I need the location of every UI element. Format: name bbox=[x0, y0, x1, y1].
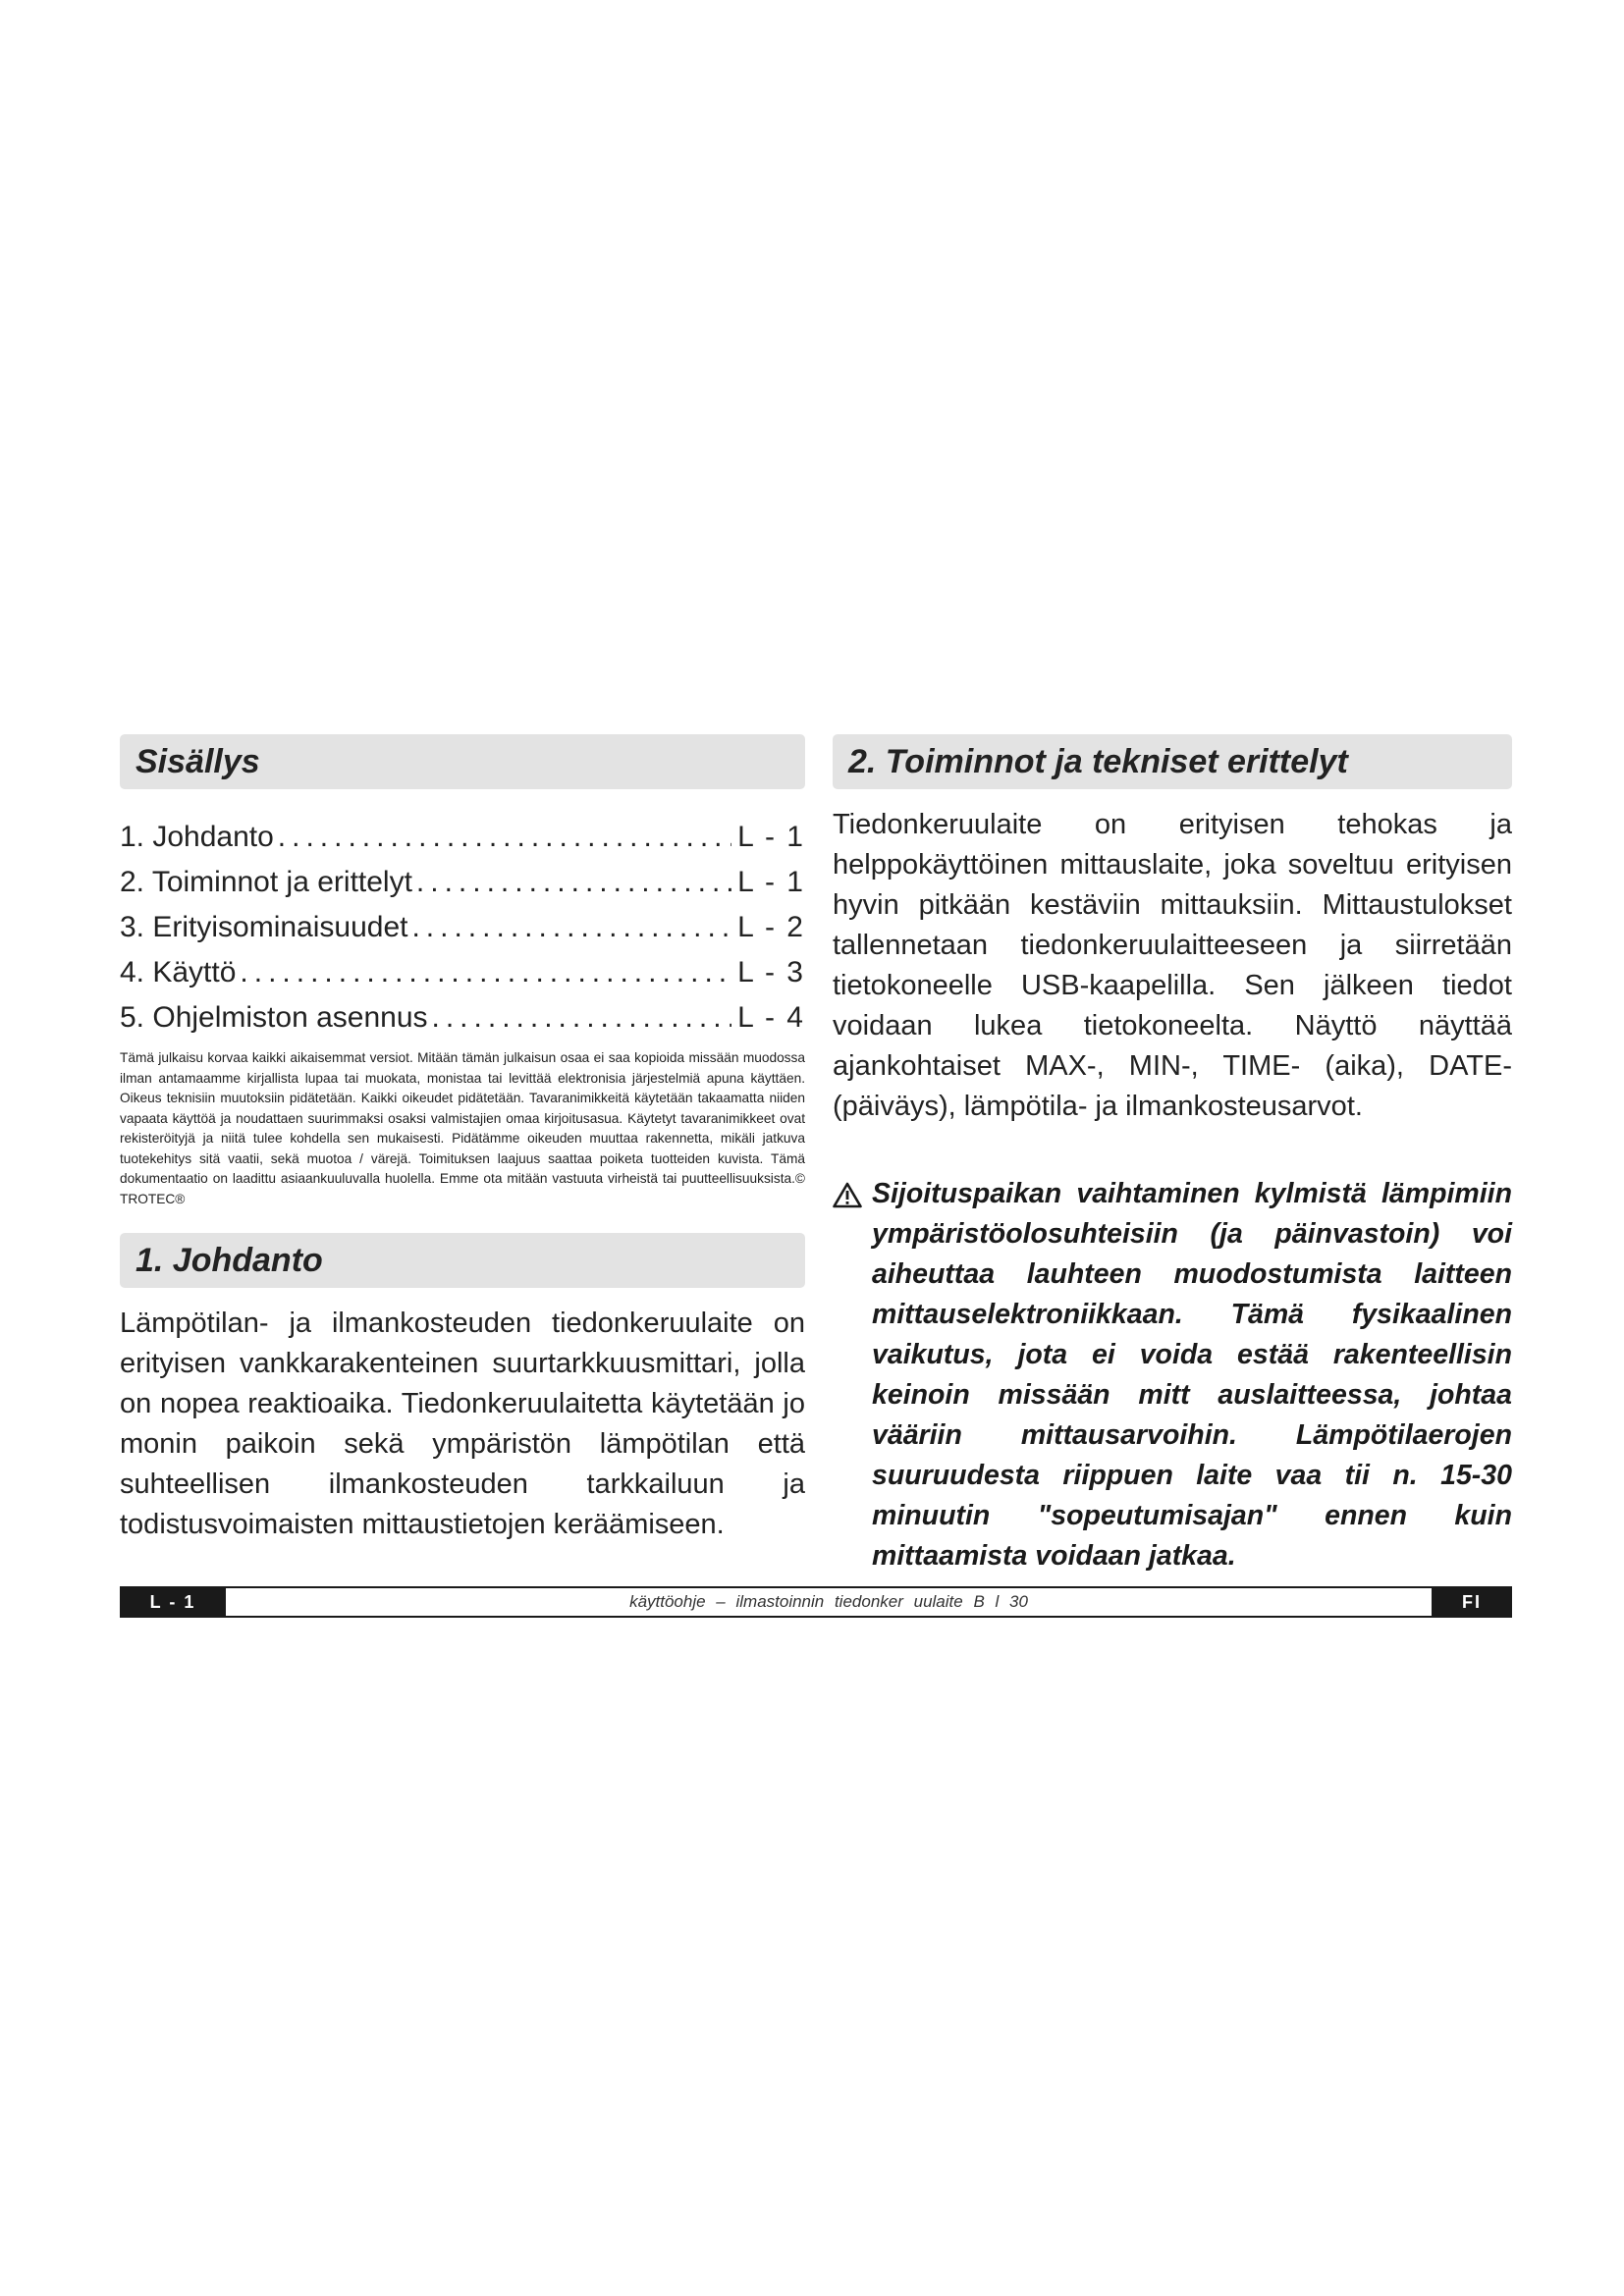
toc-item[interactable] bbox=[120, 815, 805, 860]
legal-notice: Tämä julkaisu korvaa kaikki aikaisemmat versiot. Mitään tämän julkaisun osaa ei saa kopioida missään muodossa ilman antamaamme kirjallista lupaa tai muokata, monistaa tai levittää elektronisia järjestelmiä apuna käyttäen. Oikeus teknisiin muutoksiin pidätetään. Kaikki oikeudet pidätetään. Tavaranimikkeitä käytetään takaamatta niiden vapaata käyttöä ja noudattaen suurimmaksi osaksi valmistajien omaa kirjoitusasua. Käytetyt tavaranimikkeet ovat rekisteröityjä ja niitä tulee kohdella sen mukaisesti. Pidätämme oikeuden muuttaa rakennetta, mikäli jatkuva tuotekehitys sitä vaatii, sekä muotoa / värejä. Toimituksen laajuus saattaa poiketa tuotteiden kuvista. Tämä dokumentaatio on laadittu asiaankuuluvalla huolella. Emme ota mitään vastuuta virheistä tai puutteellisuuksista.© TROTEC® bbox=[120, 1050, 805, 1206]
right-column bbox=[833, 734, 1512, 1576]
toc-item-page: L - 2 bbox=[737, 911, 805, 943]
footer-page-number: L - 1 bbox=[120, 1586, 226, 1618]
toc-item[interactable] bbox=[120, 950, 805, 995]
table-of-contents bbox=[120, 815, 805, 1041]
warning-triangle-icon bbox=[833, 1174, 872, 1576]
toc-item-page: L - 1 bbox=[737, 821, 805, 853]
toc-leader-dots bbox=[240, 950, 731, 995]
toc-leader-dots bbox=[278, 815, 731, 860]
toc-item-page: L - 4 bbox=[737, 1001, 805, 1034]
toc-leader-dots bbox=[411, 905, 731, 950]
functions-heading: 2. Toiminnot ja tekniset erittelyt bbox=[833, 734, 1512, 789]
footer-title: käyttöohje – ilmastoinnin tiedonker uulaite B l 30 bbox=[226, 1586, 1432, 1618]
toc-item[interactable] bbox=[120, 995, 805, 1041]
toc-item-label: 2. Toiminnot ja erittelyt bbox=[120, 866, 412, 898]
toc-item-page: L - 3 bbox=[737, 956, 805, 988]
toc-item-label: 5. Ohjelmiston asennus bbox=[120, 1001, 428, 1034]
warning-text: Sijoituspaikan vaihtaminen kylmistä lämpimiin ympäristöolosuhteisiin (ja päinvastoin) voi aiheuttaa lauhteen muodostumista laitteen mittauselektroniikkaan. Tämä fysikaalinen vaikutus, jota ei voida estää rakenteellisin keinoin missään mitt auslaitteessa, johtaa vääriin mittausarvoihin. Lämpötilaerojen suuruudesta riippuen laite vaa tii n. 15-30 minuutin "sopeutumisajan" ennen kuin mittaamista voidaan jatkaa. bbox=[872, 1178, 1512, 1572]
toc-leader-dots bbox=[432, 995, 732, 1041]
toc-leader-dots bbox=[416, 860, 731, 905]
toc-heading: Sisällys bbox=[120, 734, 805, 789]
page-footer bbox=[120, 1586, 1512, 1618]
intro-body: Lämpötilan- ja ilmankosteuden tiedonkeruulaite on erityisen vankkarakenteinen suurtarkkuusmittari, jolla on nopea reaktioaika. Tiedonkeruulaitetta käytetään jo monin paikoin sekä ympäristön lämpötilan että suhteellisen ilmankosteuden tarkkailuun ja todistusvoimaisten mittaustietojen keräämiseen. bbox=[120, 1308, 805, 1540]
toc-item-label: 1. Johdanto bbox=[120, 821, 274, 853]
left-column bbox=[120, 734, 805, 1545]
toc-item-label: 3. Erityisominaisuudet bbox=[120, 911, 408, 943]
footer-language: FI bbox=[1432, 1586, 1512, 1618]
toc-item[interactable] bbox=[120, 860, 805, 905]
toc-item-page: L - 1 bbox=[737, 866, 805, 898]
toc-item[interactable] bbox=[120, 905, 805, 950]
functions-body: Tiedonkeruulaite on erityisen tehokas ja helppokäyttöinen mittauslaite, joka soveltuu erityisen hyvin pitkään kestäviin mittauksiin. Mittaustulokset tallennetaan tiedonkeruulaitteeseen ja siirretään tietokoneelle USB-kaapelilla. Sen jälkeen tiedot voidaan lukea tietokoneelta. Näyttö näyttää ajankohtaiset MAX-, MIN-, TIME- (aika), DATE- (päiväys), lämpötila- ja ilmankosteusarvot. bbox=[833, 809, 1512, 1122]
intro-heading: 1. Johdanto bbox=[120, 1233, 805, 1288]
toc-item-label: 4. Käyttö bbox=[120, 956, 237, 988]
warning-block bbox=[833, 1174, 1512, 1576]
